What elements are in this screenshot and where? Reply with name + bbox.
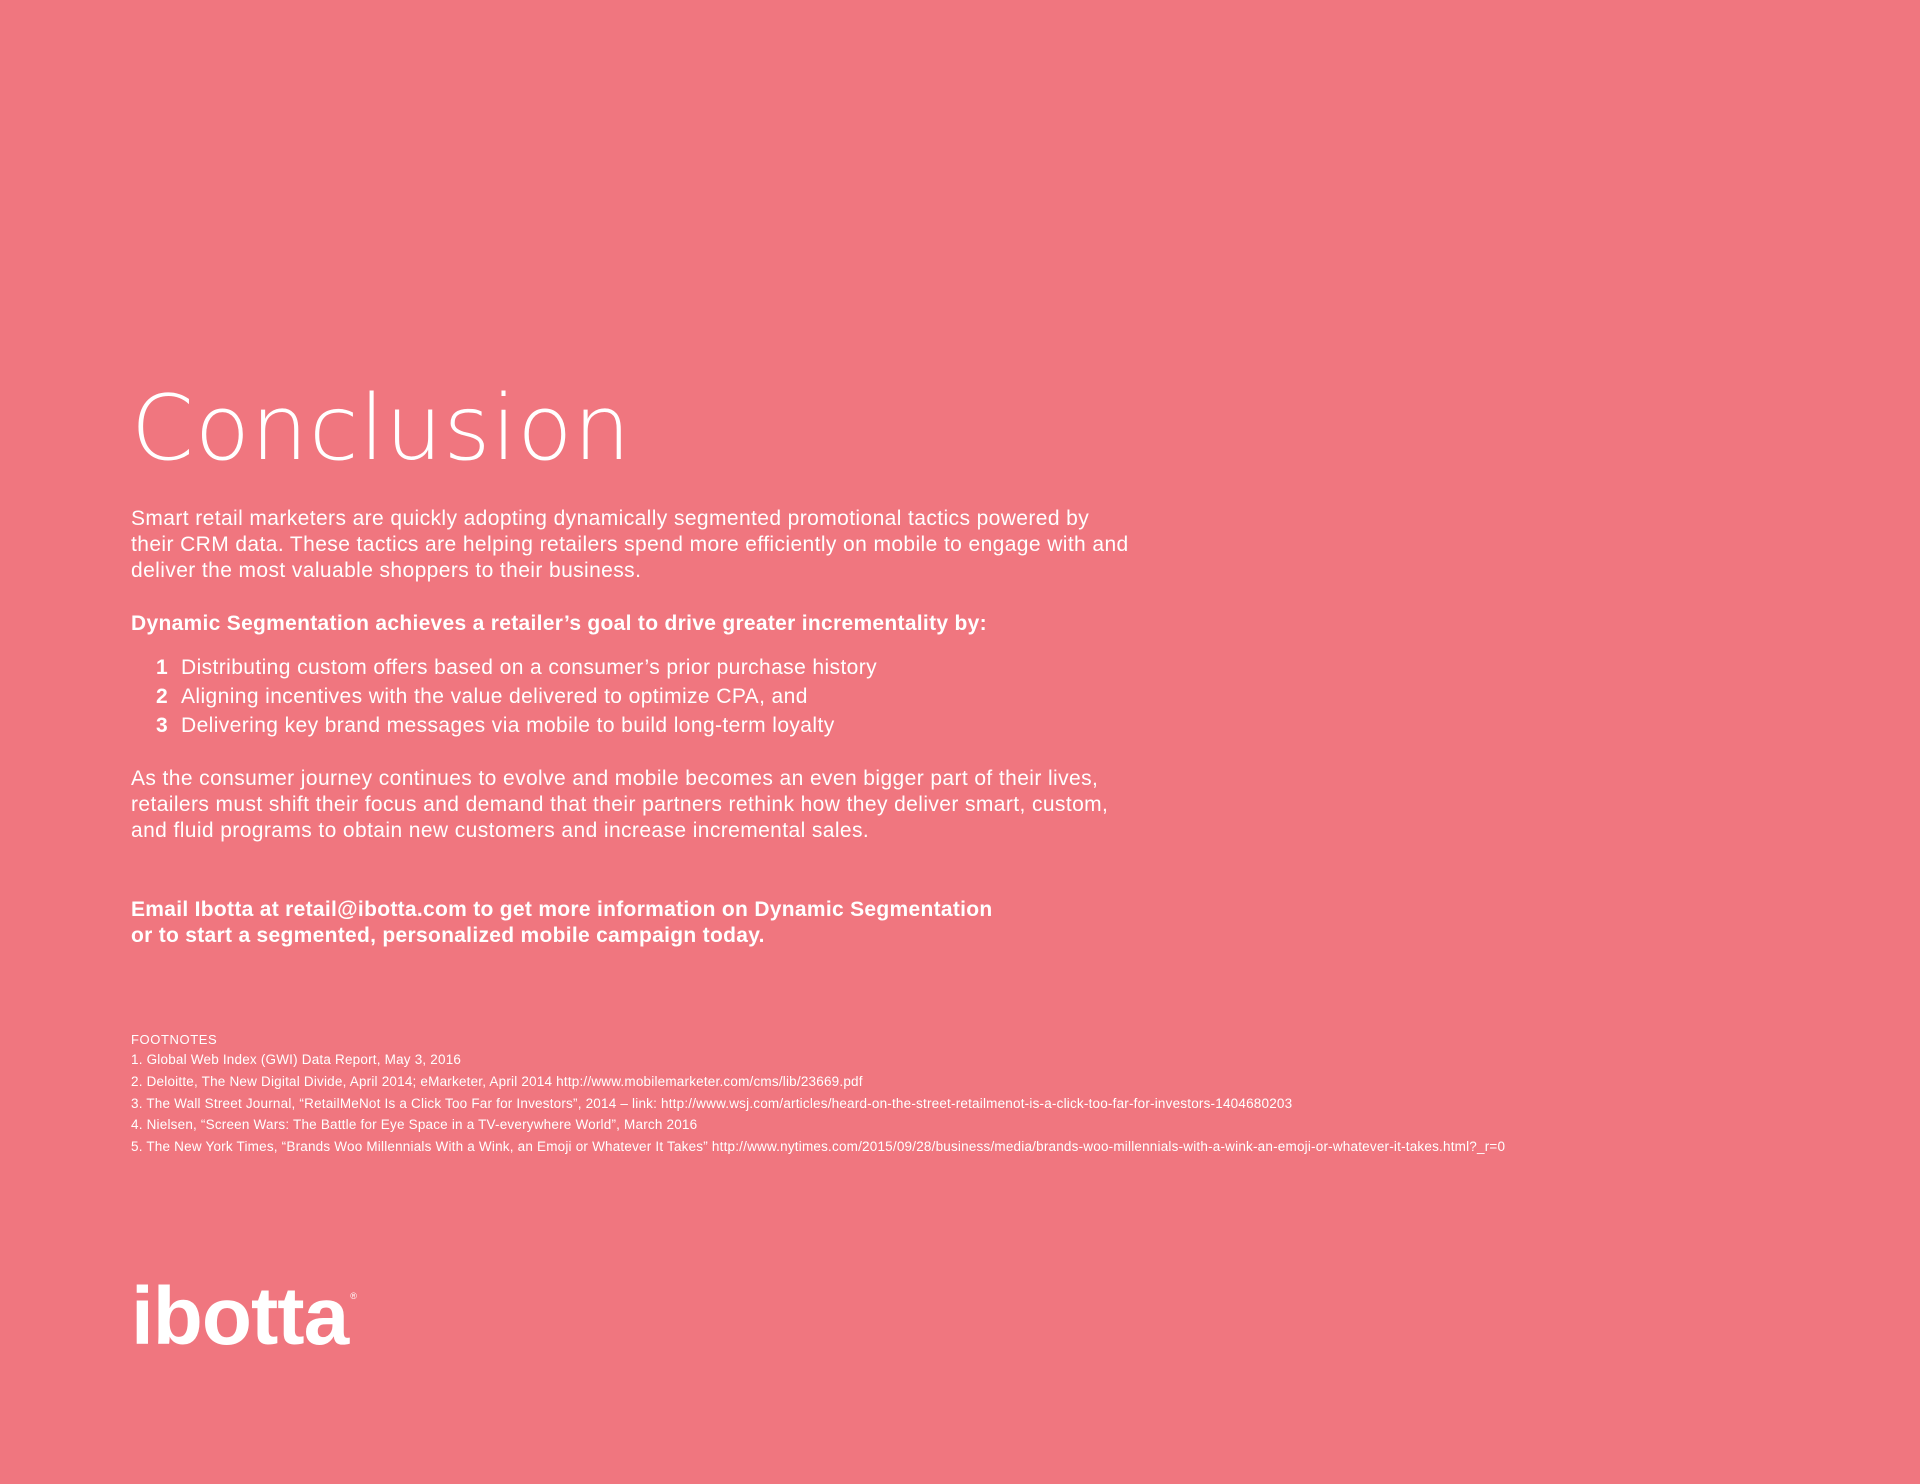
outro-line: and fluid programs to obtain new customers and increase incremental sales. [131, 819, 870, 842]
benefits-list [156, 653, 877, 740]
call-to-action [131, 897, 993, 949]
footnote-item: 2. Deloitte, The New Digital Divide, April 2014; eMarketer, April 2014 http://www.mobilemarketer.com/cms/lib/23669.pdf [131, 1073, 863, 1089]
logo-wordmark: ibotta [131, 1271, 349, 1362]
list-item [156, 653, 877, 682]
intro-line: their CRM data. These tactics are helping retailers spend more efficiently on mobile to engage with and [131, 533, 1129, 556]
lead-statement: Dynamic Segmentation achieves a retailer’s goal to drive greater incrementality by: [131, 612, 987, 635]
list-item-text: Delivering key brand messages via mobile to build long-term loyalty [181, 714, 835, 737]
list-item-text: Distributing custom offers based on a consumer’s prior purchase history [181, 656, 878, 679]
outro-line: retailers must shift their focus and demand that their partners rethink how they deliver smart, custom, [131, 793, 1109, 816]
list-item-number: 2 [156, 685, 169, 708]
ibotta-logo [131, 1262, 357, 1362]
cta-line: or to start a segmented, personalized mobile campaign today. [131, 924, 765, 947]
registered-mark: ® [350, 1291, 357, 1301]
footnote-item: 3. The Wall Street Journal, “RetailMeNot Is a Click Too Far for Investors”, 2014 – link: http://www.wsj.com/articles/heard-on-the-street-retailmenot-is-a-click-too-far-for-investors-1404680203 [131, 1095, 1293, 1111]
list-item-number: 1 [156, 656, 169, 679]
page-title: Conclusion [131, 376, 632, 481]
cta-line: Email Ibotta at retail@ibotta.com to get more information on Dynamic Segmentation [131, 898, 993, 921]
outro-line: As the consumer journey continues to evolve and mobile becomes an even bigger part of their lives, [131, 767, 1099, 790]
intro-paragraph [131, 506, 1281, 584]
outro-paragraph [131, 766, 1281, 844]
footnotes-heading: FOOTNOTES [131, 1032, 218, 1047]
footnote-item: 4. Nielsen, “Screen Wars: The Battle for Eye Space in a TV-everywhere World”, March 2016 [131, 1117, 698, 1133]
footnotes [131, 1031, 1505, 1158]
list-item [156, 711, 877, 740]
list-item-number: 3 [156, 714, 169, 737]
list-item-text: Aligning incentives with the value delivered to optimize CPA, and [181, 685, 808, 708]
list-item [156, 682, 877, 711]
footnote-item: 5. The New York Times, “Brands Woo Millennials With a Wink, an Emoji or Whatever It Takes” http://www.nytimes.com/2015/09/28/business/media/brands-woo-millennials-with-a-wink-an-emoji-or-whatever-it-takes.html?_r=0 [131, 1139, 1506, 1155]
conclusion-page [131, 0, 1831, 1484]
footnote-item: 1. Global Web Index (GWI) Data Report, May 3, 2016 [131, 1052, 462, 1067]
intro-line: deliver the most valuable shoppers to their business. [131, 559, 642, 582]
intro-line: Smart retail marketers are quickly adopting dynamically segmented promotional tactics powered by [131, 507, 1090, 530]
